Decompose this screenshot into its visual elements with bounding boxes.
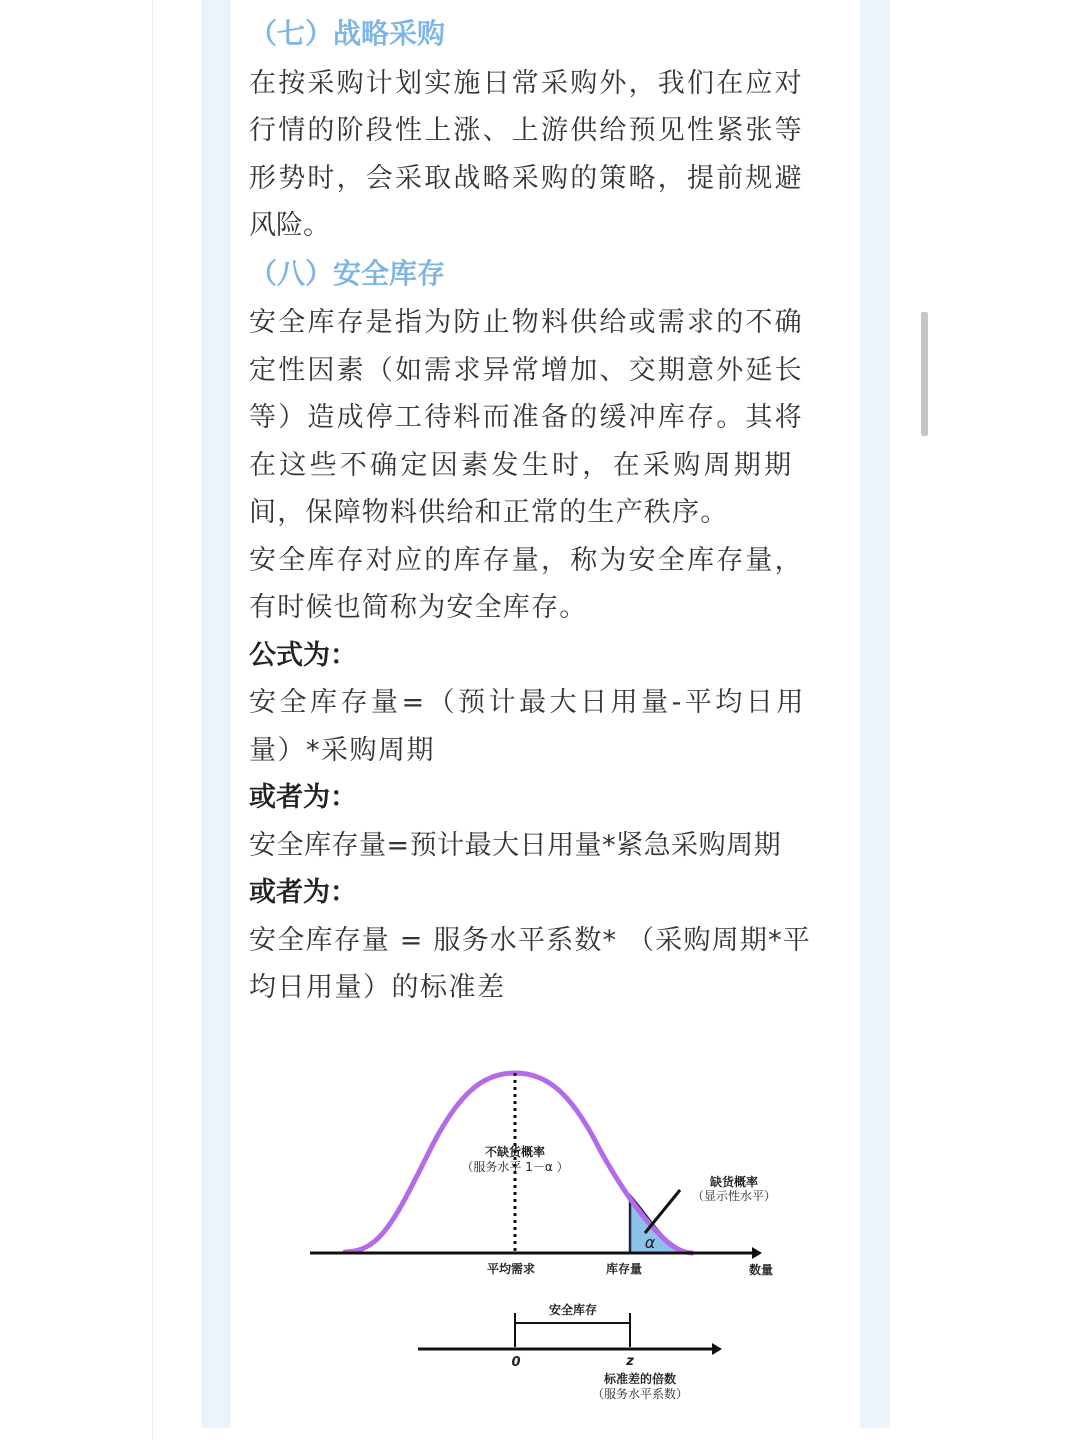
inventory-label: 库存量 [605,1262,643,1276]
paragraph-line: 在这些不确定因素发生时，在采购周期期 [249,450,795,481]
mean-demand-label: 平均需求 [486,1262,536,1276]
formula-line: 均日用量）的标准差 [249,972,506,1003]
safety-stock-label: 安全库存 [548,1303,598,1317]
scrollbar-thumb[interactable] [921,312,928,436]
stockout-area [630,1195,692,1253]
page-left-border [152,0,153,1440]
formula-label: 或者为： [249,877,357,908]
std-multiple-label: 标准差的倍数 [603,1372,677,1386]
stockout-label: 缺货概率 [709,1175,759,1189]
formula-line: 量）*采购周期 [249,735,435,766]
section-heading-strategic-procurement: （七）战略采购 [249,17,446,50]
paragraph-line: 风险。 [249,210,330,241]
quantity-label: 数量 [748,1263,774,1277]
paragraph-line: 安全库存对应的库存量，称为安全库存量， [249,545,804,576]
axis-arrow-icon [712,1343,722,1355]
formula-label: 公式为： [249,640,357,671]
paragraph-line: 定性因素（如需求异常增加、交期意外延长 [249,355,804,386]
no-stockout-label: 不缺货概率 [484,1145,546,1159]
formula-line: 安全库存量=（预计最大日用量-平均日用 [249,687,807,718]
paragraph-line: 间，保障物料供给和正常的生产秩序。 [249,497,729,528]
z-label: z [626,1354,634,1369]
formula-line: 安全库存量 = 服务水平系数* （采购周期*平 [249,925,811,956]
axis-arrow-icon [752,1247,762,1259]
paragraph-line: 行情的阶段性上涨、上游供给预见性紧张等 [249,115,804,146]
paragraph-line: 安全库存是指为防止物料供给或需求的不确 [249,307,804,338]
article-frame-right [860,0,890,1428]
paragraph-line: 在按采购计划实施日常采购外，我们在应对 [249,68,804,99]
alpha-symbol: α [644,1233,656,1252]
paragraph-line: 形势时，会采取战略采购的策略，提前规避 [249,163,804,194]
paragraph-line: 等）造成停工待料而准备的缓冲库存。其将 [249,402,804,433]
paragraph-line: 有时候也简称为安全库存。 [249,592,588,623]
stockout-pointer [645,1190,680,1233]
section-heading-safety-stock: （八）安全库存 [249,257,446,290]
significance-label: （显示性水平） [691,1189,777,1203]
safety-stock-diagram [300,1055,790,1415]
service-level-label: （服务水平 1－α ） [461,1160,569,1174]
service-coefficient-label: （服务水平系数） [591,1387,689,1401]
formula-label: 或者为： [249,782,357,813]
article-frame-left [201,0,231,1428]
zero-label: 0 [511,1355,521,1370]
formula-line: 安全库存量=预计最大日用量*紧急采购周期 [249,830,782,861]
